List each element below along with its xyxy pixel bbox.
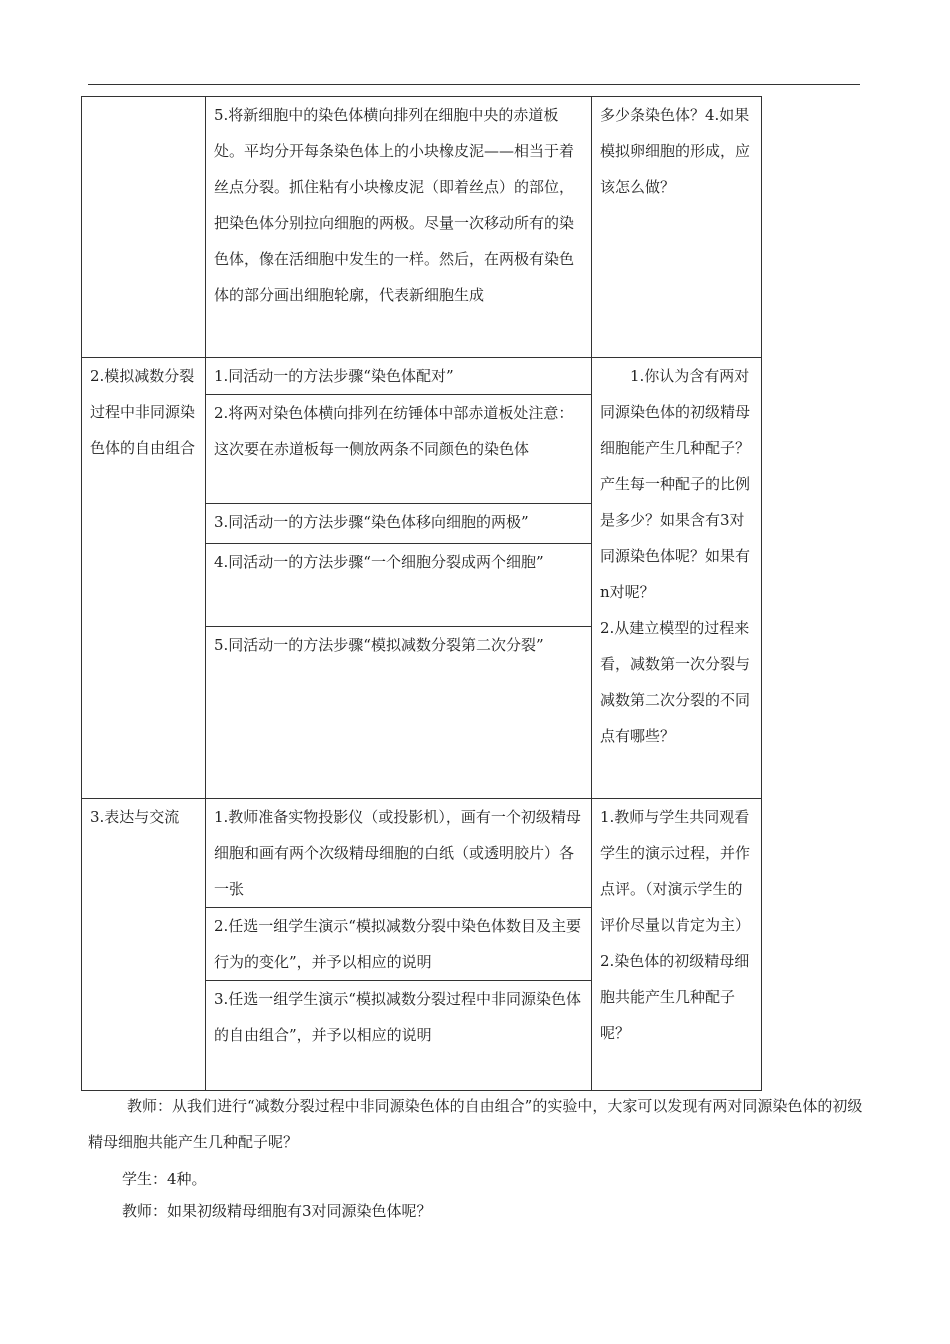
step-text: 1.同活动一的方法步骤“染色体配对”	[206, 358, 592, 395]
dialogue-paragraph: 学生：4种。	[122, 1170, 207, 1188]
step-text: 5.同活动一的方法步骤“模拟减数分裂第二次分裂”	[206, 627, 592, 799]
question-text: 1.教师与学生共同观看学生的演示过程，并作点评。（对演示学生的评价尽量以肯定为主）2.染色体的初级精母细胞共能产生几种配子呢？	[592, 799, 762, 1091]
activity-title: 3.表达与交流	[82, 799, 206, 1091]
question-text: 2.从建立模型的过程来看，减数第一次分裂与减数第二次分裂的不同点有哪些？	[600, 619, 751, 745]
header-rule	[88, 84, 860, 85]
step-text: 3.任选一组学生演示“模拟减数分裂过程中非同源染色体的自由组合”，并予以相应的说明	[206, 981, 592, 1091]
question-text: 1.你认为含有两对同源染色体的初级精母细胞能产生几种配子？产生每一种配子的比例是多少？如果含有3对同源染色体呢？如果有n对呢？	[600, 367, 751, 601]
lesson-table	[81, 96, 762, 1091]
step-text: 2.任选一组学生演示“模拟减数分裂中染色体数目及主要行为的变化”，并予以相应的说明	[206, 908, 592, 981]
step-text: 4.同活动一的方法步骤“一个细胞分裂成两个细胞”	[206, 544, 592, 627]
step-text: 5.将新细胞中的染色体横向排列在细胞中央的赤道板处。平均分开每条染色体上的小块橡皮泥——相当于着丝点分裂。抓住粘有小块橡皮泥（即着丝点）的部位，把染色体分别拉向细胞的两极。尽量一次移动所有的染色体，像在活细胞中发生的一样。然后，在两极有染色体的部分画出细胞轮廓，代表新细胞生成	[206, 97, 592, 358]
step-text: 1.教师准备实物投影仪（或投影机），画有一个初级精母细胞和画有两个次级精母细胞的白纸（或透明胶片）各一张	[206, 799, 592, 908]
question-cell	[592, 358, 762, 799]
dialogue-paragraph: 教师：如果初级精母细胞有3对同源染色体呢？	[122, 1202, 432, 1220]
question-text: 多少条染色体？4.如果模拟卵细胞的形成，应该怎么做？	[592, 97, 762, 358]
step-text: 2.将两对染色体横向排列在纺锤体中部赤道板处注意：这次要在赤道板每一侧放两条不同颜色的染色体	[206, 395, 592, 504]
dialogue-paragraph: 教师：从我们进行“减数分裂过程中非同源染色体的自由组合”的实验中，大家可以发现有两对同源染色体的初级精母细胞共能产生几种配子呢？	[88, 1097, 863, 1151]
activity-title: 2.模拟减数分裂过程中非同源染色体的自由组合	[82, 358, 206, 799]
table-row	[82, 358, 762, 395]
table-cell-empty	[82, 97, 206, 358]
step-text: 3.同活动一的方法步骤“染色体移向细胞的两极”	[206, 504, 592, 544]
table-row	[82, 97, 762, 358]
table-row	[82, 799, 762, 908]
